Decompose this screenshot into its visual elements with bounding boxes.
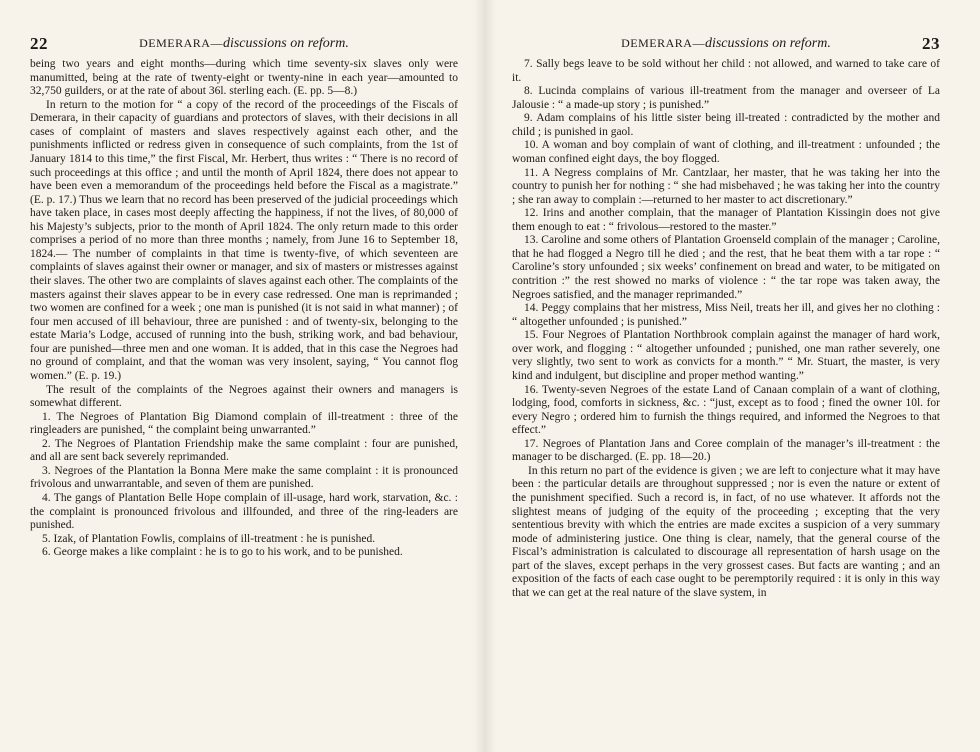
left-running-head <box>30 36 458 52</box>
right-running-head <box>512 36 940 52</box>
right-running-head-title: DEMERARA— <box>621 36 705 50</box>
left-running-head-title: DEMERARA— <box>139 36 223 50</box>
left-page-header <box>30 36 458 58</box>
left-paragraph: The result of the complaints of the Negroes against their owners and managers is somewhat different. <box>30 383 458 410</box>
complaint-item: 4. The gangs of Plantation Belle Hope complain of ill-usage, hard work, starvation, &c. : the complaint is pronounced frivolous and illfounded, and three of the ring-leaders are punished. <box>30 492 458 532</box>
complaint-item: 15. Four Negroes of Plantation Northbrook complain against the manager of hard work, over work, and flogging : “ altogether unfounded ; punished, one man rather severely, one very slightly, two sent to work as convicts for a month.” “ Mr. Stuart, the master, is very kind and indulgent, but discipline and proper method wanting.” <box>512 329 940 382</box>
left-page-body <box>30 58 458 560</box>
complaint-item: 17. Negroes of Plantation Jans and Coree complain of the manager’s ill-treatment : the manager to be discharged. (E. pp. 18—20.) <box>512 437 940 464</box>
complaint-item: 2. The Negroes of Plantation Friendship make the same complaint : four are punished, and all are sent back severely reprimanded. <box>30 437 458 464</box>
left-page-number: 22 <box>30 34 48 53</box>
complaint-item: 11. A Negress complains of Mr. Cantzlaar, her master, that he was taking her into the country to punish her for nothing : “ she had misbehaved ; he was taking her into the country ; she ran away to complain :—returned to her master to act discretionary.” <box>512 166 940 206</box>
complaint-item: 5. Izak, of Plantation Fowlis, complains of ill-treatment : he is punished. <box>42 532 376 545</box>
complaint-item: 13. Caroline and some others of Plantation Groenseld complain of the manager ; Caroline, that he had flogged a Negro till he died ; and the rest, that he beat them with a tar rope : “ Caroline’s story unfounded ; six weeks’ confinement on bread and water, to be mitigated on contrition :” the rest showed no marks of violence : “ the tar rope was taken away, the Negroes satisfied, and the manager reprimanded.” <box>512 234 940 301</box>
complaint-item: 7. Sally begs leave to be sold without her child : not allowed, and warned to take care of it. <box>512 58 940 84</box>
book-gutter <box>474 0 496 752</box>
left-paragraph: In return to the motion for “ a copy of the record of the proceedings of the Fiscals of Demerara, in their capacity of guardians and protectors of slaves, with their decisions in all cases of complaint of masters and slaves respectively against each other, and the punishments inflicted or redress given in consequence of such complaints, from the 1st of January 1814 to this time,” the first Fiscal, Mr. Herbert, thus writes : “ There is no record of such proceedings at this office ; and until the month of April 1824, there does not appear to have been even a memorandum of the proceedings held before the Fiscal as a magistrate.” (E. p. 17.) Thus we learn that no record has been preserved of the judicial proceedings which have taken place, in cases most deeply affecting the happiness, if not the lives, of 80,000 of his Majesty’s subjects, prior to the month of April 1824. The only return made to this order comprises a period of no more than three months ; namely, from June 16 to September 18, 1824.— The number of complaints in that time is twenty-five, of which seventeen are complaints of slaves against their owner or manager, and six of masters or mistresses against their slaves. The other two are complaints of slaves against each other. The complaints of the masters against their slaves appear to be in every case redressed. One man is reprimanded ; two women are confined for a week ; one man is punished (it is not said in what manner) ; of four men accused of ill behaviour, three are punished : and of twenty-six, belonging to the estate Maria’s Lodge, accused of running into the bush, striking work, and bad behaviour, four are punished—three men and one woman. It is added, that in this case the Negroes had no ground of complaint, and that the woman was very insolent, saying, “ You cannot flog women.” (E. p. 19.) <box>30 98 458 382</box>
complaint-item: 12. Irins and another complain, that the manager of Plantation Kissingin does not give them enough to eat : “ frivolous—restored to the master.” <box>512 207 940 233</box>
right-paragraph: In this return no part of the evidence is given ; we are left to conjecture what it may have been : the particular details are throughout suppressed ; nor is even the nature or extent of the punishment specified. Such a record is, in fact, of no use whatever. It affords not the slightest means of judging of the equity of the proceeding ; excepting that the very sententious brevity with which the entries are made excites a suspicion of a very summary mode of administering justice. One thing is clear, namely, that the general course of the Fiscal’s administration is calculated to discourage all representation of harsh usage on the part of the slaves, except perhaps in the very grossest cases. But facts are wanting ; and an exposition of the facts of each case ought to be peremptorily required : it is only in this way that we can get at the real nature of the slave system, in <box>512 464 940 599</box>
right-page-header <box>512 36 940 58</box>
right-page <box>512 0 940 752</box>
right-page-body <box>512 58 940 601</box>
complaint-item: 8. Lucinda complains of various ill-treatment from the manager and overseer of La Jalousie : “ a made-up story ; is punished.” <box>512 85 940 111</box>
left-page <box>30 0 458 752</box>
complaint-item: 14. Peggy complains that her mistress, Miss Neil, treats her ill, and gives her no clothing : “ altogether unfounded ; is punished.” <box>512 302 940 328</box>
complaint-item: 16. Twenty-seven Negroes of the estate Land of Canaan complain of a want of clothing, lodging, food, comforts in sickness, &c. : “just, except as to food ; fined the owner 10l. for every Negro ; ordered him to furnish the things required, and informed the Negroes to that effect.” <box>512 383 940 437</box>
right-running-head-subject: discussions on reform. <box>704 36 831 51</box>
complaint-item: 3. Negroes of the Plantation la Bonna Mere make the same complaint : it is pronounced frivolous and unwarrantable, and seven of them are punished. <box>30 464 458 491</box>
complaint-item: 6. George makes a like complaint : he is to go to his work, and to be punished. <box>42 546 403 559</box>
complaint-item: 9. Adam complains of his little sister being ill-treated : contradicted by the mother and child ; is punished in gaol. <box>512 112 940 138</box>
left-running-head-subject: discussions on reform. <box>222 36 349 51</box>
complaint-item: 1. The Negroes of Plantation Big Diamond complain of ill-treatment : three of the ringleaders are punished, “ the complaint being unwarranted.” <box>30 410 458 437</box>
complaint-item: 10. A woman and boy complain of want of clothing, and ill-treatment : unfounded ; the woman confined eight days, the boy flogged. <box>512 139 940 165</box>
right-page-number: 23 <box>922 34 940 53</box>
left-paragraph: being two years and eight months—during which time seventy-six slaves only were manumitted, being at the rate of twenty-eight or twenty-nine in each year—amounted to 32,750 guilders, or at the rate of about 36l. sterling each. (E. pp. 5—8.) <box>30 58 458 98</box>
